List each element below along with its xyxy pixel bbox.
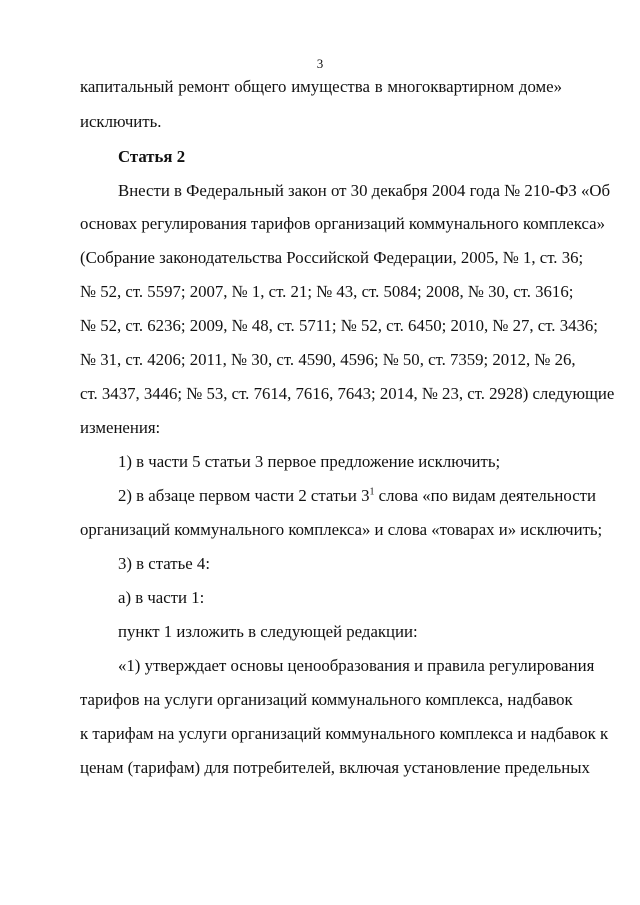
text-fragment: слова «по видам деятельности [374,486,596,505]
text-line: ценам (тарифам) для потребителей, включая установление предельных [80,758,590,777]
text-line: к тарифам на услуги организаций коммунального комплекса и надбавок к [80,724,609,743]
text-line: № 52, ст. 5597; 2007, № 1, ст. 21; № 43, ст. 5084; 2008, № 30, ст. 3616; [80,282,574,301]
text-line: (Собрание законодательства Российской Федерации, 2005, № 1, ст. 36; [80,248,584,267]
text-line: исключить. [80,112,162,131]
article-heading: Статья 2 [118,147,186,166]
text-line: тарифов на услуги организаций коммунального комплекса, надбавок [80,690,573,709]
text-line: капитальный ремонт общего имущества в многоквартирном доме» [80,77,562,96]
text-line: ст. 3437, 3446; № 53, ст. 7614, 7616, 7643; 2014, № 23, ст. 2928) следующие [80,384,615,403]
page-number: 3 [316,56,324,71]
text-line: «1) утверждает основы ценообразования и правила регулирования [118,656,595,675]
text-line: пункт 1 изложить в следующей редакции: [118,622,418,641]
text-line: № 31, ст. 4206; 2011, № 30, ст. 4590, 4596; № 50, ст. 7359; 2012, № 26, [80,350,576,369]
list-item: 3) в статье 4: [118,554,210,573]
text-line: изменения: [80,418,161,437]
text-line: основах регулирования тарифов организаций коммунального комплекса» [80,214,605,233]
list-item: а) в части 1: [118,588,205,607]
text-line: № 52, ст. 6236; 2009, № 48, ст. 5711; № 52, ст. 6450; 2010, № 27, ст. 3436; [80,316,598,335]
text-fragment: 2) в абзаце первом части 2 статьи 3 [118,486,370,505]
list-item [118,485,596,507]
list-item: 1) в части 5 статьи 3 первое предложение исключить; [118,452,501,471]
text-line: Внести в Федеральный закон от 30 декабря 2004 года № 210-ФЗ «Об [118,181,611,200]
text-line: организаций коммунального комплекса» и слова «товарах и» исключить; [80,520,603,539]
superscript: 1 [369,486,375,498]
